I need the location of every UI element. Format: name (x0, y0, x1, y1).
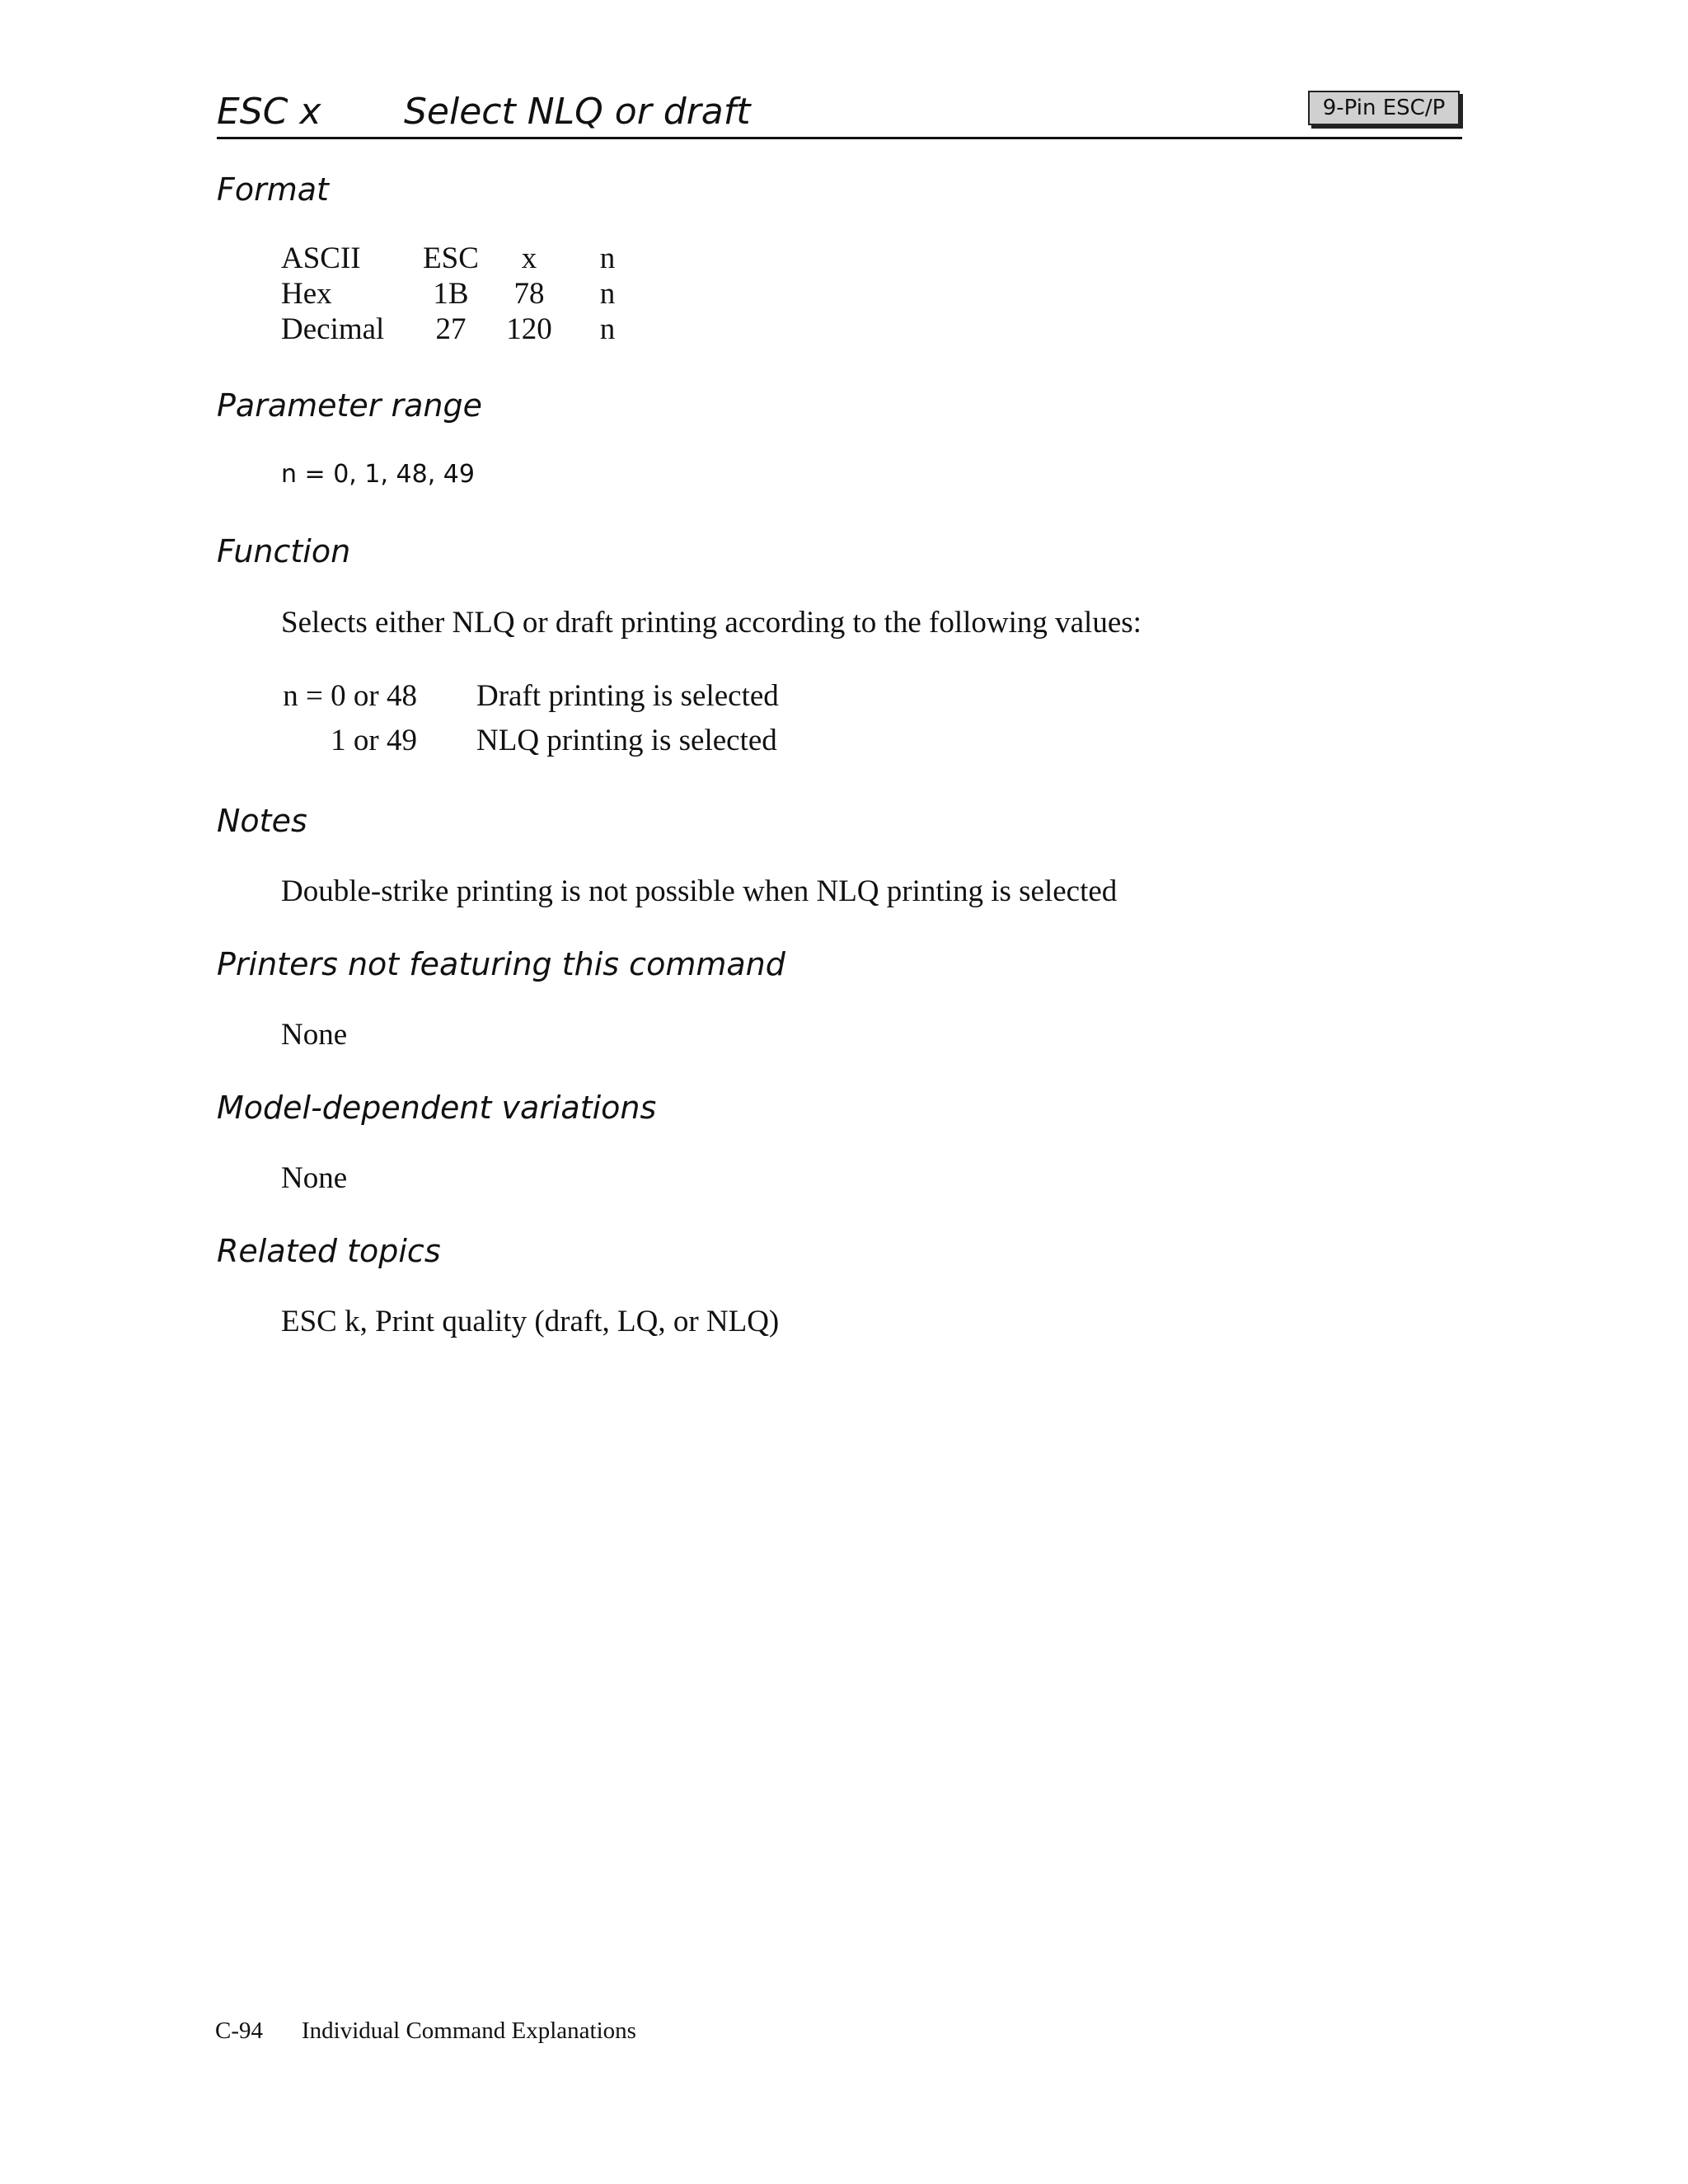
value-n: 1 or 49 (331, 724, 417, 757)
printers-not-featuring-heading: Printers not featuring this command (217, 946, 785, 982)
printer-type-badge: 9-Pin ESC/P (1308, 91, 1460, 125)
page-header (217, 89, 1462, 139)
model-variations-text: None (281, 1161, 348, 1195)
table-cell: 78 (513, 277, 545, 311)
page-footer (215, 2014, 636, 2047)
table-cell: x (521, 241, 537, 275)
table-cell: 1B (433, 277, 469, 311)
table-cell: Hex (281, 277, 332, 311)
value-n: n = 0 or 48 (283, 679, 417, 713)
table-cell: 27 (435, 312, 467, 346)
table-cell: n (599, 241, 616, 275)
value-description: NLQ printing is selected (476, 724, 777, 757)
table-cell: ESC (423, 241, 479, 275)
value-description: Draft printing is selected (476, 679, 779, 713)
format-table (281, 241, 637, 347)
parameter-range-heading: Parameter range (217, 387, 482, 424)
model-variations-heading: Model-dependent variations (217, 1090, 657, 1126)
footer-section-title: Individual Command Explanations (302, 2018, 636, 2044)
function-intro: Selects either NLQ or draft printing according to the following values: (281, 606, 1142, 640)
format-row-decimal (281, 312, 637, 347)
format-row-hex (281, 276, 637, 312)
table-cell: n (599, 277, 616, 311)
format-row-ascii (281, 241, 637, 276)
format-heading: Format (217, 171, 329, 208)
printers-not-featuring-text: None (281, 1018, 348, 1052)
related-topics-heading: Related topics (217, 1233, 441, 1269)
function-values-table (281, 674, 779, 763)
page-number: C-94 (215, 2018, 263, 2044)
related-topics-text: ESC k, Print quality (draft, LQ, or NLQ) (281, 1305, 780, 1338)
notes-heading: Notes (217, 803, 307, 839)
notes-text: Double-strike printing is not possible when NLQ printing is selected (281, 874, 1118, 908)
value-row (281, 719, 779, 763)
parameter-range-text: n = 0, 1, 48, 49 (281, 460, 475, 489)
function-heading: Function (217, 533, 351, 569)
value-row (281, 674, 779, 719)
table-cell: Decimal (281, 312, 385, 346)
command-title: Select NLQ or draft (404, 91, 751, 133)
table-cell: n (599, 312, 616, 346)
table-cell: ASCII (281, 241, 361, 275)
table-cell: 120 (506, 312, 552, 346)
command-name: ESC x (217, 91, 321, 133)
